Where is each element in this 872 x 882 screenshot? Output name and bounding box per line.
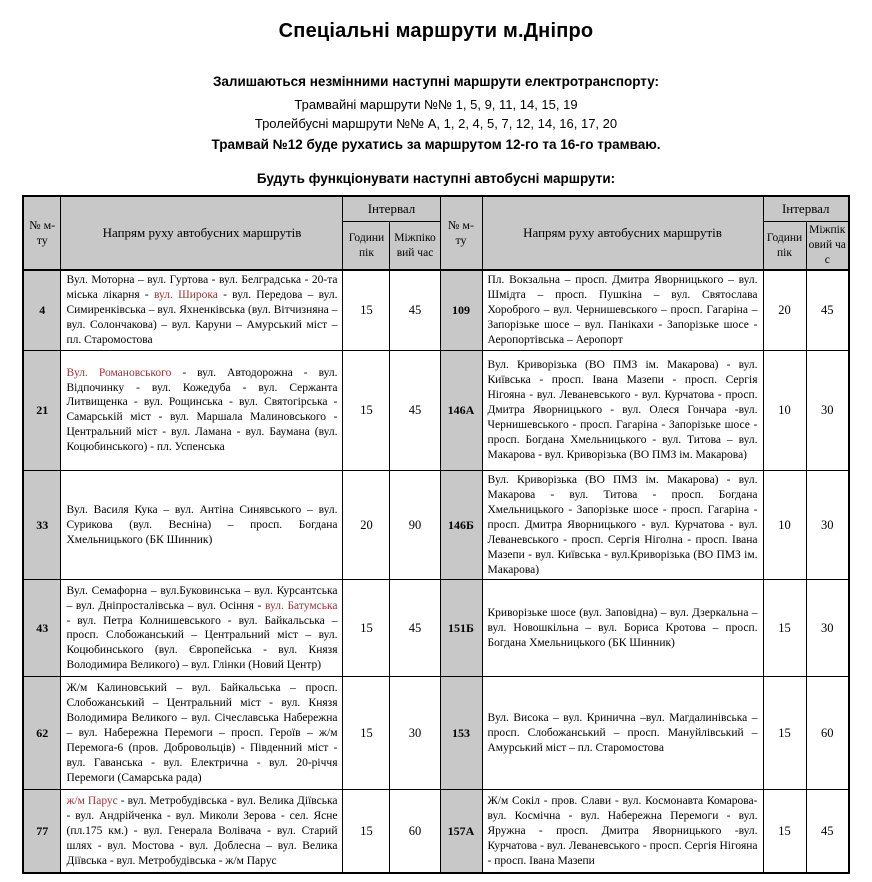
intro-tram12-note: Трамвай №12 буде рухатись за маршрутом 12-го та 16-го трамваю. [211,137,661,153]
offpeak-interval-cell: 30 [806,350,849,470]
route-number-cell: 146Б [440,470,482,580]
offpeak-interval-cell: 30 [806,580,849,677]
route-text: - вул. Автодорожна - вул. Відпочинку - вул. Кожедуба - вул. Сержанта Литвищенка - вул. Рощинська - вул. Святогірська - Самарській міст - вул. Маршала Малиновського - Центральний міст - вул. Ламана - вул. Баумана (вул. Коцюбинського) - пл. Успенська [66,366,338,454]
offpeak-interval-cell: 30 [806,470,849,580]
peak-interval-cell: 10 [763,350,806,470]
route-description-cell [482,350,763,470]
route-text: Ж/м Сокіл - пров. Слави - вул. Космонавта Комарова- вул. Космічна - вул. Набережна Перемоги - вул. Яружна - просп. Дмитра Яворницького -вул. Курчатова - вул. Леваневського - просп. Сергія Нігояна - просп. Івана Мазепи [487,794,758,867]
peak-interval-cell: 15 [343,790,390,873]
route-row [23,580,849,677]
header-interval-right: Інтервал [763,196,849,222]
route-row [23,677,849,790]
route-text: Пл. Вокзальна – просп. Дмитра Яворницького – вул. Шмідта – просп. Пушкіна – вул. Святослава Хороброго – вул. Чернишевського – просп. Гагаріна – Запорізьке шосе – вул. Панікахи - Запорізьке шосе - Аеропортівська – Аеропорт [487,274,758,346]
offpeak-interval-cell: 45 [390,350,440,470]
header-route-number-right: № м-ту [440,196,482,270]
route-text: Вул. Криворізька (ВО ПМЗ ім. Макарова) - вул. Київська - просп. Івана Мазепи - просп. Сергія Нігояна - вул. Леваневського - вул. Курчатова - просп. Дмитра Яворницького - вул. Олеся Гончара -вул. Чернишевського - просп. Гагаріна - Запорізьке шосе - просп. Богдана Хмельницького - вул. Титова – вул. Макарова - вул. Криворізька (ВО ПМЗ ім. Макарова) [487,359,758,461]
route-row [23,790,849,873]
peak-interval-cell: 15 [763,790,806,873]
route-text: Вул. Криворізька (ВО ПМЗ ім. Макарова) - вул. Макарова - вул. Титова - просп. Богдана Хмельницького - Запорізьке шосе - просп. Гагаріна - просп. Дмитра Яворницького - вул. Курчатова - вул. Леваневського - просп. Сергія Ніголна - просп. Івана Мазепи - вул. Київська - вул.Криворізька (ВО ПМЗ ім. Макарова) [487,473,758,576]
intro-block [0,73,872,187]
route-text: Вул. Висока – вул. Кринична –вул. Магдалинівська – просп. Слобожанський – просп. Мануйлівський – Амурський міст – пл. Старомостова [487,712,758,754]
highlighted-street: Вул. Романовського [66,366,172,379]
routes-table-body [23,270,849,873]
route-number-cell: 157А [440,790,482,873]
route-number-cell: 33 [23,470,61,580]
route-description-cell [61,470,343,580]
header-direction-left: Напрям руху автобусних маршрутів [61,196,343,270]
route-description-cell [61,790,343,873]
header-offpeak-right: Міжпіковий час [806,222,849,270]
offpeak-interval-cell: 45 [390,580,440,677]
offpeak-interval-cell: 60 [390,790,440,873]
route-text: - вул. Петра Колнишевського - вул. Байкальська – просп. Слобожанський – Центральний міст – вул. Коцюбинського (вул. Європейська - вул. Князя Володимира Великого) – вул. Глінки (Новий Центр) [66,614,338,672]
route-text: Криворізьке шосе (вул. Заповідна) – вул. Дзеркальна – вул. Новошкільна – вул. Бориса Кротова – просп. Богдана Хмельницького (БК Шинник) [487,607,758,649]
header-route-number-left: № м-ту [23,196,61,270]
offpeak-interval-cell: 45 [806,790,849,873]
route-number-cell: 43 [23,580,61,677]
route-number-cell: 151Б [440,580,482,677]
route-number-cell: 153 [440,677,482,790]
route-description-cell [61,270,343,350]
route-number-cell: 4 [23,270,61,350]
route-text: Вул. Моторна – вул. Гуртова - вул. Белградська - 20-та міська лікарня - [66,274,338,302]
intro-unchanged-routes: Залишаються незмінними наступні маршрути електротранспорту: [212,74,660,89]
header-peak-hours-left: Години пік [343,222,390,270]
bus-routes-table [22,195,850,874]
peak-interval-cell: 10 [763,470,806,580]
route-row [23,270,849,350]
route-text: - вул. Передова – вул. Симиренківська – вул. Яхненківська (вул. Вітчизняна – вул. Солончакова) – вул. Каруни – Амурський міст – пл. Старомостова [66,289,338,346]
route-text: - вул. Метробудівська - вул. Велика Діївська - вул. Андрійченка - вул. Миколи Зерова - сел. Ясне (пл.175 км.) - вул. Генерала Волівача - вул. Старий шлях - вул. Мостова - вул. Доблесна – вул. Велика Діївська - вул. Метробудівська - ж/м Парус [66,794,338,867]
route-number-cell: 146А [440,350,482,470]
intro-bus-routes: Будуть функціонувати наступні автобусні маршрути: [256,170,616,186]
route-number-cell: 21 [23,350,61,470]
peak-interval-cell: 15 [763,677,806,790]
peak-interval-cell: 15 [343,270,390,350]
route-description-cell [61,677,343,790]
route-number-cell: 62 [23,677,61,790]
intro-trolley-routes: Тролейбусні маршрути №№ А, 1, 2, 4, 5, 7, 12, 14, 16, 17, 20 [254,116,618,132]
highlighted-street: вул. Батумська [264,599,338,612]
offpeak-interval-cell: 45 [390,270,440,350]
route-description-cell [482,470,763,580]
route-number-cell: 77 [23,790,61,873]
peak-interval-cell: 20 [763,270,806,350]
peak-interval-cell: 20 [343,470,390,580]
offpeak-interval-cell: 60 [806,677,849,790]
route-number-cell: 109 [440,270,482,350]
peak-interval-cell: 15 [763,580,806,677]
route-description-cell [61,580,343,677]
route-description-cell [61,350,343,470]
route-description-cell [482,677,763,790]
header-interval-left: Інтервал [343,196,440,222]
highlighted-street: ж/м Парус [66,794,118,807]
header-offpeak-left: Міжпіковий час [390,222,440,270]
offpeak-interval-cell: 30 [390,677,440,790]
header-peak-hours-right: Години пік [763,222,806,270]
intro-tram-routes: Трамвайні маршрути №№ 1, 5, 9, 11, 14, 15, 19 [294,96,578,112]
route-description-cell [482,790,763,873]
offpeak-interval-cell: 45 [806,270,849,350]
route-text: Вул. Василя Кука – вул. Антіна Синявського – вул. Сурикова (вул. Весніна) – просп. Богдана Хмельницького (БК Шинник) [66,503,338,546]
route-row [23,470,849,580]
peak-interval-cell: 15 [343,677,390,790]
route-description-cell [482,580,763,677]
highlighted-street: вул. Широка [153,289,218,302]
header-direction-right: Напрям руху автобусних маршрутів [482,196,763,270]
offpeak-interval-cell: 90 [390,470,440,580]
peak-interval-cell: 15 [343,580,390,677]
route-text: Вул. Семафорна – вул.Буковинська – вул. Курсантська – вул. Дніпросталівська – вул. Осіння - [66,584,338,612]
table-header [23,196,849,270]
page-title: Спеціальні маршрути м.Дніпро [278,20,594,42]
route-text: Ж/м Калиновський – вул. Байкальська – просп. Слобожанський – Центральний міст - вул. Князя Володимира Великого – вул. Січеславська Набережна – вул. Набережна Перемоги – просп. Героїв – ж/м Перемога-6 (пров. Добровольців) - Південний міст - вул. Гаванська - вул. Електрична - вул. 20-річчя Перемоги (Самарська рада) [66,682,338,784]
route-description-cell [482,270,763,350]
peak-interval-cell: 15 [343,350,390,470]
route-row [23,350,849,470]
